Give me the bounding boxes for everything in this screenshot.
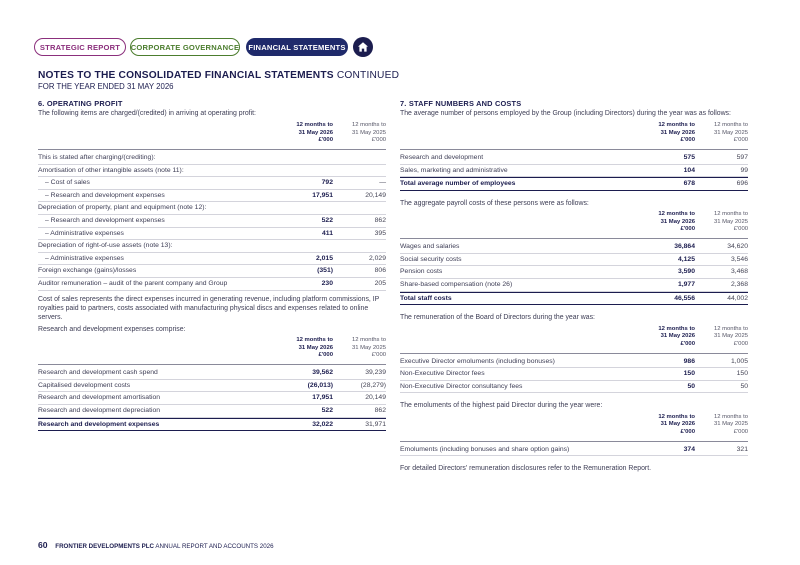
header-current-year: 12 months to 31 May 2026 £'000 (658, 122, 695, 143)
footer-document: ANNUAL REPORT AND ACCOUNTS 2026 (155, 543, 274, 550)
value-prior-year: 3,468 (730, 268, 748, 276)
value-prior-year: 150 (736, 370, 748, 378)
table-row (400, 368, 748, 381)
value-prior-year: 3,546 (730, 255, 748, 263)
value-current-year: 522 (321, 406, 333, 414)
value-current-year: 32,022 (312, 420, 333, 428)
value-prior-year: 862 (374, 216, 386, 224)
value-prior-year: 31,971 (365, 420, 386, 428)
payroll-costs-table (400, 241, 748, 305)
value-prior-year: 44,002 (727, 294, 748, 302)
value-prior-year: 395 (374, 229, 386, 237)
page-subtitle: FOR THE YEAR ENDED 31 MAY 2026 (38, 82, 174, 91)
value-current-year: 678 (683, 180, 695, 188)
table-row (38, 240, 386, 253)
table-row (38, 405, 386, 418)
row-label: Social security costs (400, 255, 462, 263)
table-row (38, 265, 386, 278)
staff-numbers-section (400, 99, 748, 474)
page-footer (38, 540, 274, 550)
table-row (400, 241, 748, 254)
value-prior-year: 597 (736, 154, 748, 161)
value-current-year: 4,125 (677, 255, 695, 263)
value-prior-year: 862 (374, 406, 386, 414)
header-prior-year: 12 months to 31 May 2025 £'000 (713, 122, 748, 143)
row-label: Auditor remuneration – audit of the parent company and Group (38, 279, 228, 287)
row-label: Total average number of employees (400, 180, 516, 188)
row-label: Non-Executive Director fees (400, 370, 485, 378)
value-current-year: 230 (321, 279, 333, 287)
section-title: 6. OPERATING PROFIT (38, 99, 123, 108)
value-prior-year: 696 (736, 180, 748, 188)
header-prior-year: 12 months to 31 May 2025 £'000 (713, 413, 748, 435)
value-prior-year: 20,149 (365, 191, 386, 199)
table-row (400, 266, 748, 279)
operating-profit-table (38, 152, 386, 291)
page-number: 60 (38, 540, 48, 550)
section-intro: The average number of persons employed by the Group (including Directors) during the year was as follows: (400, 110, 731, 117)
column-headers (400, 323, 748, 354)
closing-note: For detailed Directors' remuneration disclosures refer to the Remuneration Report. (400, 465, 652, 473)
column-headers (38, 334, 386, 365)
row-label: Wages and salaries (400, 243, 460, 251)
header-prior-year: 12 months to 31 May 2025 £'000 (713, 211, 748, 233)
section-intro: The following items are charged/(credited) in arriving at operating profit: (38, 110, 256, 117)
row-label: Total staff costs (400, 294, 452, 302)
value-prior-year: 34,620 (727, 243, 748, 251)
table-row (38, 392, 386, 405)
header-prior-year: 12 months to 31 May 2025 £'000 (351, 337, 386, 359)
value-prior-year: 205 (374, 279, 386, 287)
board-intro: The remuneration of the Board of Directors during the year was: (400, 314, 595, 322)
value-prior-year: 20,149 (365, 394, 386, 402)
row-label: Depreciation of right-of-use assets (note 13): (38, 242, 173, 250)
value-prior-year: 806 (374, 267, 386, 275)
value-prior-year: 321 (736, 445, 748, 453)
value-prior-year: — (379, 179, 386, 187)
page-title-continued: CONTINUED (336, 70, 400, 81)
nav-financial-statements[interactable]: FINANCIAL STATEMENTS (246, 38, 348, 56)
table-row (400, 279, 748, 292)
value-current-year: (26,013) (307, 381, 333, 389)
table-row (38, 380, 386, 393)
rd-expenses-table (38, 367, 386, 431)
table-row (38, 177, 386, 190)
value-prior-year: 1,005 (730, 357, 748, 365)
row-label: Foreign exchange (gains)/losses (38, 267, 137, 275)
table-row (38, 202, 386, 215)
table-row (38, 253, 386, 266)
table-row (400, 356, 748, 369)
highest-paid-table (400, 444, 748, 457)
value-prior-year: 2,029 (368, 254, 386, 262)
value-current-year: 17,951 (312, 191, 333, 199)
page-title-main: NOTES TO THE CONSOLIDATED FINANCIAL STATEMENTS (38, 70, 334, 81)
row-label: Non-Executive Director consultancy fees (400, 382, 523, 390)
row-label: This is stated after charging/(crediting): (38, 154, 156, 161)
header-current-year: 12 months to 31 May 2026 £'000 (658, 325, 695, 347)
home-button[interactable] (353, 37, 373, 57)
header-current-year: 12 months to 31 May 2026 £'000 (658, 413, 695, 435)
row-label: Research and development expenses (38, 420, 160, 428)
column-headers (400, 411, 748, 442)
value-prior-year: 2,368 (730, 280, 748, 288)
value-current-year: 522 (321, 216, 333, 224)
value-current-year: 39,562 (312, 369, 333, 377)
value-current-year: 3,590 (677, 268, 695, 276)
table-row (400, 165, 748, 178)
table-row (38, 367, 386, 380)
table-row (400, 152, 748, 165)
table-row (400, 254, 748, 267)
value-current-year: 104 (683, 166, 695, 174)
board-remuneration-table (400, 356, 748, 394)
header-current-year: 12 months to 31 May 2026 £'000 (296, 337, 333, 359)
table-row (38, 215, 386, 228)
value-current-year: (351) (317, 267, 333, 275)
value-current-year: 17,951 (312, 394, 333, 402)
operating-profit-section (38, 99, 386, 431)
table-row (38, 190, 386, 203)
value-prior-year: (28,279) (360, 381, 386, 389)
row-label: – Research and development expenses (45, 216, 165, 224)
value-current-year: 1,977 (677, 280, 695, 288)
employee-numbers-table (400, 152, 748, 191)
row-label: Research and development amortisation (38, 394, 161, 402)
row-label: Share-based compensation (note 26) (400, 280, 513, 288)
value-current-year: 36,864 (674, 243, 695, 251)
row-label: – Research and development expenses (45, 191, 165, 199)
cost-of-sales-note: Cost of sales represents the direct expenses incurred in generating revenue, including platform commissions, IP royalties paid to partners, costs associated with manufacturing physical discs and expenses related to online servers. (38, 295, 380, 322)
column-headers (400, 119, 748, 150)
table-row (400, 381, 748, 394)
value-current-year: 150 (683, 370, 695, 378)
table-row (38, 165, 386, 178)
value-current-year: 374 (683, 445, 695, 453)
row-label: Research and development depreciation (38, 406, 161, 414)
value-current-year: 792 (321, 179, 333, 187)
row-label: Executive Director emoluments (including bonuses) (400, 357, 555, 365)
value-current-year: 50 (687, 382, 695, 390)
footer-company: FRONTIER DEVELOPMENTS PLC (55, 543, 154, 550)
header-current-year: 12 months to 31 May 2026 £'000 (296, 122, 333, 143)
value-current-year: 2,015 (315, 254, 333, 262)
total-row (38, 418, 386, 432)
row-label: – Administrative expenses (45, 254, 124, 262)
table-row (38, 228, 386, 241)
total-row (400, 292, 748, 306)
value-current-year: 46,556 (674, 294, 695, 302)
row-label: Depreciation of property, plant and equipment (note 12): (38, 204, 207, 212)
row-label: Capitalised development costs (38, 381, 131, 389)
row-label: – Cost of sales (45, 179, 90, 187)
total-row (400, 177, 748, 191)
home-icon (357, 41, 369, 53)
row-label: – Administrative expenses (45, 229, 124, 237)
table-row (400, 444, 748, 457)
row-label: Research and development (400, 154, 484, 161)
section-title: 7. STAFF NUMBERS AND COSTS (400, 99, 522, 108)
nav-corporate-governance[interactable]: CORPORATE GOVERNANCE (130, 38, 240, 56)
nav-strategic-report[interactable]: STRATEGIC REPORT (34, 38, 126, 56)
payroll-intro: The aggregate payroll costs of these persons were as follows: (400, 199, 589, 207)
header-current-year: 12 months to 31 May 2026 £'000 (658, 211, 695, 233)
row-label: Research and development cash spend (38, 369, 158, 377)
value-current-year: 411 (322, 229, 333, 237)
table-row (38, 278, 386, 291)
row-label: Amortisation of other intangible assets (note 11): (38, 166, 184, 174)
value-prior-year: 99 (740, 166, 748, 174)
rd-intro: Research and development expenses comprise: (38, 325, 186, 333)
header-prior-year: 12 months to 31 May 2025 £'000 (351, 122, 386, 143)
column-headers (38, 119, 386, 150)
value-prior-year: 50 (740, 382, 748, 390)
header-prior-year: 12 months to 31 May 2025 £'000 (713, 325, 748, 347)
row-label: Pension costs (400, 268, 443, 276)
page-title (38, 70, 399, 81)
highest-paid-intro: The emoluments of the highest paid Director during the year were: (400, 402, 603, 410)
column-headers (400, 208, 748, 239)
row-label: Emoluments (including bonuses and share option gains) (400, 445, 570, 453)
value-prior-year: 39,239 (365, 369, 386, 377)
value-current-year: 986 (683, 357, 695, 365)
row-label: Sales, marketing and administrative (400, 166, 508, 174)
value-current-year: 575 (683, 154, 695, 161)
table-row (38, 152, 386, 165)
